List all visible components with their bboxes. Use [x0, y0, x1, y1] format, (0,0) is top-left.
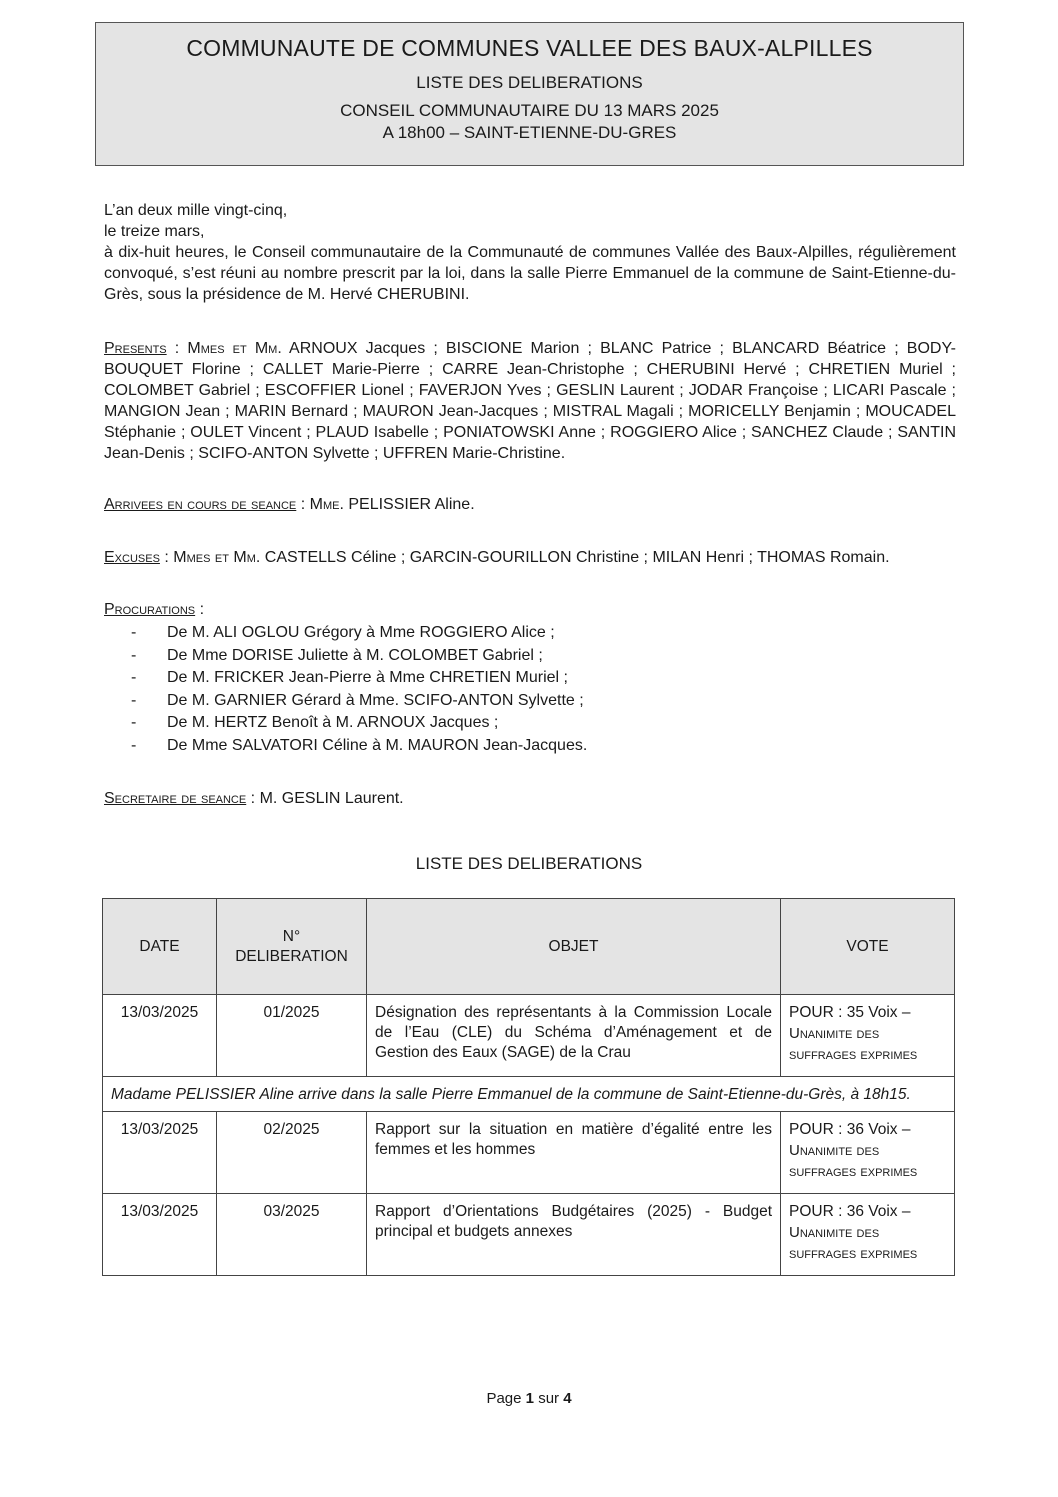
- procurations-section: Procurations : - De M. ALI OGLOU Grégory à Mme ROGGIERO Alice ; - De Mme DORISE Juliette à M. COLOMBET Gabriel ; - De M. FRICKER Jean-Pierre à Mme CHRETIEN Muriel ; - De M. GARNIER Gérard à Mme. SCIFO-ANTON Sylvette ; - De M. HERTZ Benoît à M. ARNOUX Jacques ; - De Mme SALVATORI Céline à M. MAURON Jean-Jacques.: [104, 599, 956, 757]
- excuses-label: Excuses: [104, 549, 160, 566]
- vote-count: POUR : 36 Voix –: [789, 1121, 911, 1138]
- intro-paragraph: à dix-huit heures, le Conseil communautaire de la Communauté de communes Vallée des Baux-Alpilles, régulièrement convoqué, s’est réuni au nombre prescrit par la loi, dans la salle Pierre Emmanuel de la commune de Saint-Etienne-du-Grès, sous la présidence de M. Hervé CHERUBINI.: [104, 244, 956, 303]
- page-number: 1: [525, 1390, 535, 1407]
- vote-count: POUR : 35 Voix –: [789, 1004, 911, 1021]
- table-row: [103, 995, 955, 1077]
- row-vote: [781, 995, 955, 1077]
- vote-count: POUR : 36 Voix –: [789, 1203, 911, 1220]
- row-number: 03/2025: [217, 1194, 367, 1276]
- deliberations-heading: LISTE DES DELIBERATIONS: [415, 854, 643, 873]
- procurations-label: Procurations: [104, 601, 196, 618]
- arrivals-prefix: Mme.: [309, 496, 344, 513]
- excuses-section: Excuses : Mmes et Mm. CASTELLS Céline ; GARCIN-GOURILLON Christine ; MILAN Henri ; THOMAS Romain.: [104, 549, 890, 566]
- arrivals-section: Arrivees en cours de seance : Mme. PELISSIER Aline.: [104, 496, 475, 513]
- row-date: 13/03/2025: [103, 995, 217, 1077]
- column-header-number-line1: N°: [282, 927, 301, 945]
- column-header-number: [217, 899, 367, 995]
- procuration-item: - De M. HERTZ Benoît à M. ARNOUX Jacques ;: [104, 712, 956, 735]
- procuration-item: - De M. FRICKER Jean-Pierre à Mme CHRETIEN Muriel ;: [104, 667, 956, 690]
- procuration-item: - De Mme DORISE Juliette à M. COLOMBET Gabriel ;: [104, 645, 956, 668]
- row-object: Rapport d’Orientations Budgétaires (2025) - Budget principal et budgets annexes: [367, 1194, 781, 1276]
- table-row: [103, 1112, 955, 1194]
- table-note-row: [103, 1077, 955, 1112]
- row-object: Désignation des représentants à la Commission Locale de l’Eau (CLE) du Schéma d’Aménagement et de Gestion des Eaux (SAGE) de la Crau: [367, 995, 781, 1077]
- arrival-note: Madame PELISSIER Aline arrive dans la salle Pierre Emmanuel de la commune de Saint-Etienne-du-Grès, à 18h15.: [103, 1077, 955, 1112]
- row-date: 13/03/2025: [103, 1112, 217, 1194]
- presents-section: Presents : Mmes et Mm. ARNOUX Jacques ; BISCIONE Marion ; BLANC Patrice ; BLANCARD Béatrice ; BODY-BOUQUET Florine ; CALLET Marie-Pierre ; CARRE Jean-Christophe ; CHERUBINI Hervé ; CHRETIEN Muriel ; COLOMBET Gabriel ; ESCOFFIER Lionel ; FAVERJON Yves ; GESLIN Laurent ; JODAR Françoise ; LICARI Pascale ; MANGION Jean ; MARIN Bernard ; MAURON Jean-Jacques ; MISTRAL Magali ; MORICELLY Benjamin ; MOUCADEL Stéphanie ; OULET Vincent ; PLAUD Isabelle ; PONIATOWSKI Anne ; ROGGIERO Alice ; SANCHEZ Claude ; SANTIN Jean-Denis ; SCIFO-ANTON Sylvette ; UFFREN Marie-Christine.: [104, 340, 956, 462]
- column-header-object: OBJET: [367, 899, 781, 995]
- table-row: [103, 1194, 955, 1276]
- page-footer: [0, 1390, 1058, 1407]
- row-vote: [781, 1194, 955, 1276]
- vote-result-line1: Unanimite des: [789, 1025, 880, 1042]
- page-total: 4: [563, 1390, 572, 1407]
- secretary-name: M. GESLIN Laurent.: [259, 790, 404, 807]
- excuses-names: CASTELLS Céline ; GARCIN-GOURILLON Christine ; MILAN Henri ; THOMAS Romain.: [264, 549, 890, 566]
- list-title: LISTE DES DELIBERATIONS: [416, 73, 643, 92]
- procurations-list: [104, 622, 956, 757]
- vote-result-line2: suffrages exprimes: [789, 1245, 918, 1262]
- organization-name: COMMUNAUTE DE COMMUNES VALLEE DES BAUX-ALPILLES: [186, 35, 873, 61]
- procuration-item: - De Mme SALVATORI Céline à M. MAURON Jean-Jacques.: [104, 735, 956, 758]
- column-header-vote: VOTE: [781, 899, 955, 995]
- vote-result-line2: suffrages exprimes: [789, 1163, 918, 1180]
- presents-prefix: Mmes et Mm.: [187, 340, 282, 357]
- excuses-prefix: Mmes et Mm.: [173, 549, 261, 566]
- deliberations-table: [102, 898, 955, 1276]
- procuration-item: - De M. GARNIER Gérard à Mme. SCIFO-ANTON Sylvette ;: [104, 690, 956, 713]
- vote-result-line2: suffrages exprimes: [789, 1046, 918, 1063]
- table-header-row: [103, 899, 955, 995]
- document-header: [95, 22, 964, 166]
- intro-section: [104, 200, 956, 305]
- arrivals-label: Arrivees en cours de seance: [104, 496, 297, 513]
- column-header-date: DATE: [103, 899, 217, 995]
- intro-year: L’an deux mille vingt-cinq,: [104, 202, 288, 219]
- intro-day: le treize mars,: [104, 223, 205, 240]
- row-date: 13/03/2025: [103, 1194, 217, 1276]
- arrivals-names: PELISSIER Aline.: [348, 496, 475, 513]
- vote-result-line1: Unanimite des: [789, 1224, 880, 1241]
- page-word: Page: [486, 1390, 522, 1407]
- of-word: sur: [538, 1390, 560, 1407]
- council-date: CONSEIL COMMUNAUTAIRE DU 13 MARS 2025: [340, 101, 719, 120]
- secretary-label: Secretaire de seance: [104, 790, 247, 807]
- procuration-item: - De M. ALI OGLOU Grégory à Mme ROGGIERO Alice ;: [104, 622, 956, 645]
- presents-names: ARNOUX Jacques ; BISCIONE Marion ; BLANC Patrice ; BLANCARD Béatrice ; BODY-BOUQUET Florine ; CALLET Marie-Pierre ; CARRE Jean-Christophe ; CHERUBINI Hervé ; CHRETIEN Muriel ; COLOMBET Gabriel ; ESCOFFIER Lionel ; FAVERJON Yves ; GESLIN Laurent ; JODAR Françoise ; LICARI Pascale ; MANGION Jean ; MARIN Bernard ; MAURON Jean-Jacques ; MISTRAL Magali ; MORICELLY Benjamin ; MOUCADEL Stéphanie ; OULET Vincent ; PLAUD Isabelle ; PONIATOWSKI Anne ; ROGGIERO Alice ; SANCHEZ Claude ; SANTIN Jean-Denis ; SCIFO-ANTON Sylvette ; UFFREN Marie-Christine.: [104, 340, 956, 462]
- secretary-section: Secretaire de seance : M. GESLIN Laurent.: [104, 790, 404, 807]
- row-number: 02/2025: [217, 1112, 367, 1194]
- row-vote: [781, 1112, 955, 1194]
- row-object: Rapport sur la situation en matière d’égalité entre les femmes et les hommes: [367, 1112, 781, 1194]
- vote-result-line1: Unanimite des: [789, 1142, 880, 1159]
- column-header-number-line2: DELIBERATION: [235, 947, 348, 965]
- row-number: 01/2025: [217, 995, 367, 1077]
- time-place: A 18h00 – SAINT-ETIENNE-DU-GRES: [382, 123, 677, 142]
- presents-label: Presents: [104, 340, 167, 357]
